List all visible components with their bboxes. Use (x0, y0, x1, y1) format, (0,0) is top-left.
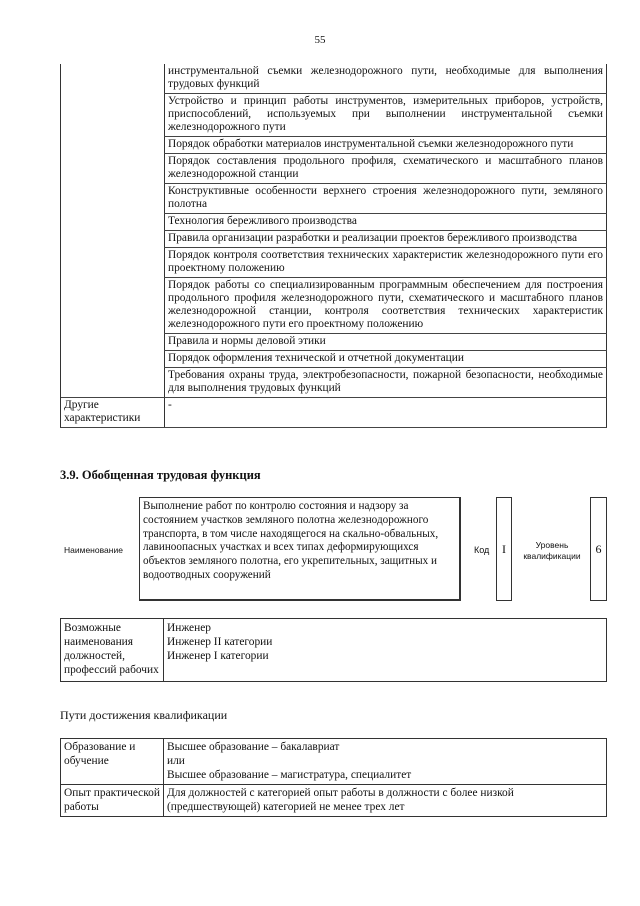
education-line: Высшее образование – магистратура, специалитет (167, 769, 412, 781)
other-characteristics-label: Другие характеристики (61, 398, 165, 428)
knowledge-row (61, 231, 607, 248)
position-item: Инженер II категории (167, 636, 273, 648)
knowledge-item: инструментальной съемки железнодорожного пути, необходимые для выполнения трудовых функций (165, 64, 607, 94)
knowledge-label-cell (61, 94, 165, 137)
function-name-box: Выполнение работ по контролю состояния и надзору за состоянием участков земляного полотна железнодорожного транспорта, в том числе находящегося на скально-обвальных, лавиноопасных участках и всех типах деформирующихся объектов земляного полотна, его укрепительных, защитных и водоотводных сооружений (139, 497, 461, 601)
knowledge-label-cell (61, 278, 165, 334)
knowledge-label-cell (61, 351, 165, 368)
education-line: или (167, 755, 185, 767)
knowledge-label-cell (61, 64, 165, 94)
name-label: Наименование (64, 545, 123, 555)
positions-table (60, 618, 607, 682)
knowledge-item: Конструктивные особенности верхнего строения железнодорожного пути, земляного полотна (165, 184, 607, 214)
knowledge-label-cell (61, 214, 165, 231)
section-heading: 3.9. Обобщенная трудовая функция (60, 468, 261, 482)
qualification-level-label: Уровень квалификации (523, 540, 581, 561)
knowledge-item: Порядок составления продольного профиля, схематического и масштабного планов железнодорожной станции (165, 154, 607, 184)
experience-label: Опыт практической работы (61, 785, 164, 817)
knowledge-row (61, 184, 607, 214)
knowledge-table (60, 64, 607, 428)
qualification-paths-table (60, 738, 607, 817)
knowledge-item: Правила организации разработки и реализации проектов бережливого производства (165, 231, 607, 248)
knowledge-row (61, 94, 607, 137)
other-characteristics-value: - (165, 398, 607, 428)
qualification-level-box (590, 497, 607, 601)
code-label: Код (474, 545, 490, 555)
knowledge-row (61, 64, 607, 94)
knowledge-item: Порядок обработки материалов инструментальной съемки железнодорожного пути (165, 137, 607, 154)
knowledge-item: Технология бережливого производства (165, 214, 607, 231)
knowledge-label-cell (61, 231, 165, 248)
knowledge-label-cell (61, 248, 165, 278)
education-value (164, 739, 607, 785)
paths-heading: Пути достижения квалификации (60, 708, 228, 722)
knowledge-row (61, 214, 607, 231)
knowledge-row (61, 137, 607, 154)
education-row (61, 739, 607, 785)
knowledge-label-cell (61, 184, 165, 214)
knowledge-row (61, 334, 607, 351)
experience-row (61, 785, 607, 817)
qualification-level-value: 6 (595, 541, 602, 556)
position-item: Инженер I категории (167, 650, 269, 662)
knowledge-item: Порядок контроля соответствия технических характеристик железнодорожного пути его проектному положению (165, 248, 607, 278)
position-item: Инженер (167, 622, 211, 634)
knowledge-row (61, 154, 607, 184)
knowledge-item: Требования охраны труда, электробезопасности, пожарной безопасности, необходимые для выполнения трудовых функций (165, 368, 607, 398)
knowledge-row (61, 351, 607, 368)
knowledge-item: Правила и нормы деловой этики (165, 334, 607, 351)
code-value: I (502, 541, 506, 556)
knowledge-row (61, 278, 607, 334)
knowledge-label-cell (61, 154, 165, 184)
knowledge-label-cell (61, 137, 165, 154)
positions-row (61, 619, 607, 682)
positions-label: Возможные наименования должностей, профессий рабочих (61, 619, 164, 682)
code-value-box (496, 497, 512, 601)
knowledge-row (61, 248, 607, 278)
experience-value: Для должностей с категорией опыт работы в должности с более низкой (предшествующей) категорией не менее трех лет (164, 785, 607, 817)
other-characteristics-row (61, 398, 607, 428)
education-line: Высшее образование – бакалавриат (167, 741, 340, 753)
knowledge-label-cell (61, 368, 165, 398)
positions-list (164, 619, 607, 682)
knowledge-item: Порядок оформления технической и отчетной документации (165, 351, 607, 368)
knowledge-item: Устройство и принцип работы инструментов, измерительных приборов, устройств, приспособлений, используемых при выполнении инструментальной съемки железнодорожного пути (165, 94, 607, 137)
page-number: 55 (314, 34, 326, 46)
knowledge-row (61, 368, 607, 398)
knowledge-label-cell (61, 334, 165, 351)
education-label: Образование и обучение (61, 739, 164, 785)
knowledge-item: Порядок работы со специализированным программным обеспечением для построения продольного профиля железнодорожного пути, схематического и масштабного планов железнодорожной станции, контроля соответствия технических характеристик железнодорожного пути его проектному положению (165, 278, 607, 334)
